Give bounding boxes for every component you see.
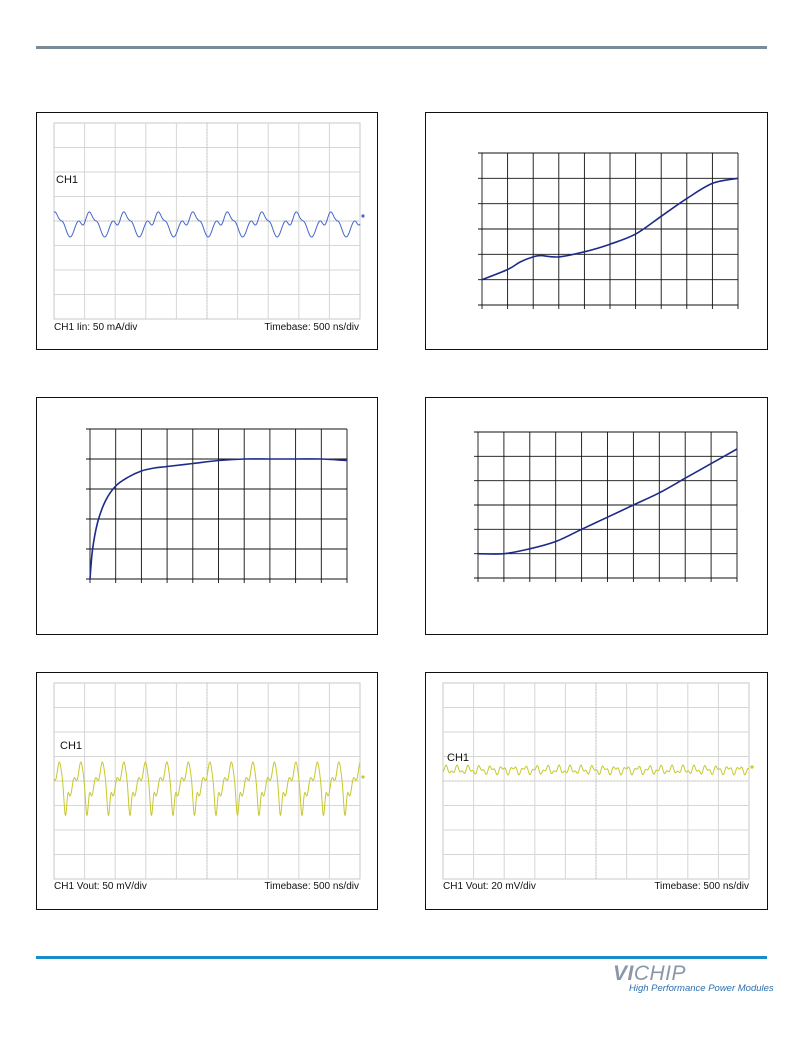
channel-tag: CH1 bbox=[56, 174, 79, 186]
trigger-marker bbox=[361, 775, 364, 778]
scope-screen bbox=[54, 683, 360, 879]
line-chart-b bbox=[90, 429, 347, 579]
scale-label: CH1 Vout: 20 mV/div bbox=[443, 881, 536, 892]
scope-panel-output-ripple-20mv bbox=[425, 672, 768, 910]
logo-wordmark-rest: CHIP bbox=[633, 962, 687, 985]
chart-panel-b bbox=[36, 397, 378, 635]
footer-rule bbox=[36, 956, 767, 959]
channel-tag: CH1 bbox=[447, 752, 470, 764]
trigger-marker bbox=[361, 214, 364, 217]
scope-screen bbox=[54, 123, 360, 319]
vichip-logo bbox=[613, 962, 773, 998]
scope-panel-input-current bbox=[36, 112, 378, 350]
logo-tagline: High Performance Power Modules bbox=[629, 983, 774, 994]
channel-tag: CH1 bbox=[60, 740, 83, 752]
scope-panel-output-ripple-50mv bbox=[36, 672, 378, 910]
timebase-label: Timebase: 500 ns/div bbox=[264, 322, 359, 333]
line-chart-a bbox=[482, 153, 738, 305]
logo-wordmark-bold: VI bbox=[613, 962, 634, 985]
scope-screen bbox=[443, 683, 749, 879]
timebase-label: Timebase: 500 ns/div bbox=[264, 881, 359, 892]
chart-panel-c bbox=[425, 397, 768, 635]
scale-label: CH1 Iin: 50 mA/div bbox=[54, 322, 138, 333]
line-chart-c bbox=[478, 432, 737, 578]
chart-panel-a bbox=[425, 112, 768, 350]
trigger-marker bbox=[750, 765, 753, 768]
scale-label: CH1 Vout: 50 mV/div bbox=[54, 881, 147, 892]
header-rule bbox=[36, 46, 767, 49]
timebase-label: Timebase: 500 ns/div bbox=[654, 881, 749, 892]
